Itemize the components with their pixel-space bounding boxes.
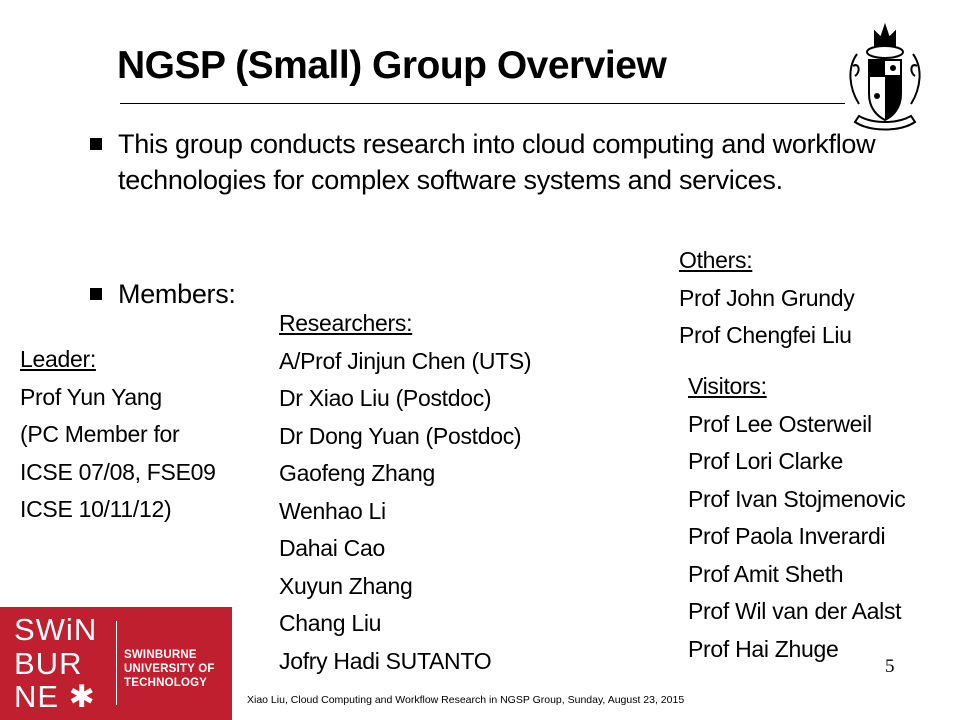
leader-line: (PC Member for bbox=[20, 421, 180, 447]
university-crest-icon bbox=[845, 18, 925, 138]
visitors-block bbox=[688, 368, 905, 668]
leader-block bbox=[20, 341, 216, 529]
logo-mark-line: BUR bbox=[14, 645, 83, 681]
researcher-name: Xuyun Zhang bbox=[279, 572, 413, 599]
leader-line: Prof Yun Yang bbox=[20, 383, 162, 410]
others-block bbox=[679, 242, 854, 355]
researcher-name: Dahai Cao bbox=[279, 535, 385, 561]
logo-wordmark bbox=[14, 613, 97, 714]
slide-title: NGSP (Small) Group Overview bbox=[117, 44, 667, 87]
visitor-name: Prof Amit Sheth bbox=[688, 560, 844, 587]
leader-heading: Leader: bbox=[20, 346, 96, 372]
researcher-name: Dr Dong Yuan (Postdoc) bbox=[279, 422, 522, 449]
logo-mark-line: NE ✱ bbox=[14, 679, 96, 714]
others-heading: Others: bbox=[679, 247, 753, 273]
logo-name-line: SWINBURNE bbox=[124, 649, 197, 661]
researcher-name: Gaofeng Zhang bbox=[279, 460, 435, 486]
researcher-name: Chang Liu bbox=[279, 610, 382, 636]
visitor-name: Prof Paola Inverardi bbox=[688, 523, 886, 549]
researchers-heading: Researchers: bbox=[279, 310, 413, 336]
other-name: Prof John Grundy bbox=[679, 284, 855, 311]
footer-text: Xiao Liu, Cloud Computing and Workflow Research in NGSP Group, Sunday, August 23, 2015 bbox=[247, 694, 685, 706]
visitor-name: Prof Ivan Stojmenovic bbox=[688, 485, 906, 512]
researcher-name: Dr Xiao Liu (Postdoc) bbox=[279, 385, 492, 411]
bullet-square-icon bbox=[90, 288, 102, 300]
bullet-text: This group conducts research into cloud computing and workflow technologies for complex software systems and services. bbox=[118, 129, 876, 195]
page-number: 5 bbox=[885, 656, 895, 677]
logo-star-icon: ✱ bbox=[68, 679, 96, 714]
bullet-square-icon bbox=[90, 138, 102, 150]
researcher-name: Wenhao Li bbox=[279, 497, 386, 524]
logo-mark-line: SWiN bbox=[14, 612, 98, 647]
visitors-heading: Visitors: bbox=[688, 373, 767, 399]
visitor-name: Prof Hai Zhuge bbox=[688, 635, 839, 662]
leader-line: ICSE 10/11/12) bbox=[20, 496, 172, 522]
visitor-name: Prof Lee Osterweil bbox=[688, 410, 872, 437]
logo-divider bbox=[116, 621, 117, 705]
logo-university-name bbox=[124, 648, 215, 690]
researchers-block bbox=[279, 305, 531, 680]
leader-line: ICSE 07/08, FSE09 bbox=[20, 458, 216, 485]
visitor-name: Prof Lori Clarke bbox=[688, 448, 843, 474]
researcher-name: A/Prof Jinjun Chen (UTS) bbox=[279, 347, 532, 374]
bullet-description bbox=[90, 126, 890, 198]
swinburne-logo bbox=[0, 607, 232, 720]
title-underline bbox=[120, 103, 845, 104]
other-name: Prof Chengfei Liu bbox=[679, 322, 852, 348]
researcher-name: Jofry Hadi SUTANTO bbox=[279, 647, 492, 674]
visitor-name: Prof Wil van der Aalst bbox=[688, 598, 902, 624]
logo-name-line: TECHNOLOGY bbox=[124, 677, 208, 689]
logo-name-line: UNIVERSITY OF bbox=[124, 663, 215, 675]
bullet-text: Members: bbox=[118, 279, 236, 309]
